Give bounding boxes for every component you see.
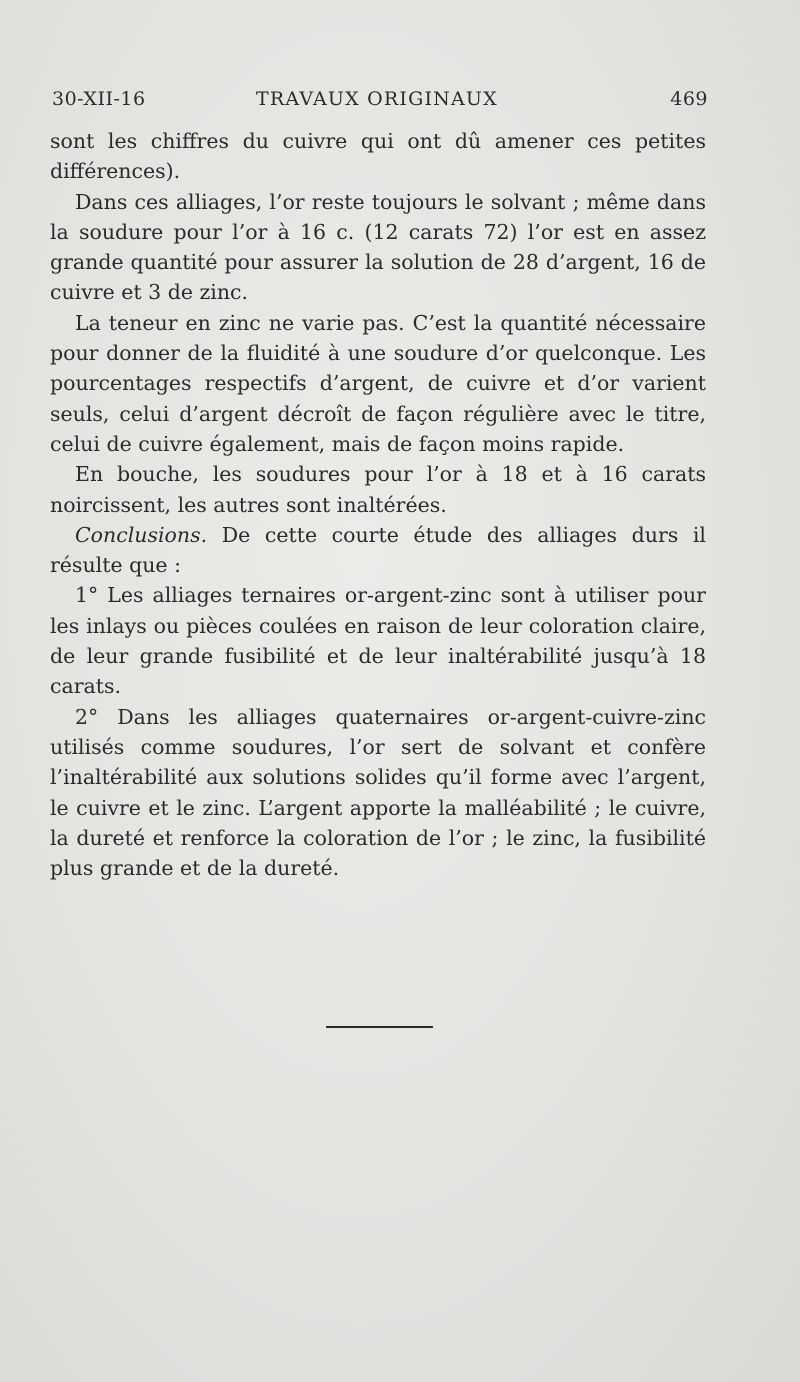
end-rule	[326, 1026, 433, 1028]
issue-date: 30-XII-16	[52, 88, 146, 110]
running-head	[52, 88, 708, 116]
paragraph-zinc-content: La teneur en zinc ne varie pas. C’est la quantité nécessaire pour donner de la fluidité à une soudure d’or quelconque. Les pourcentages respectifs d’argent, de cuivre et d’or varient seuls, celui d’argent décroît de façon régulière avec le titre, celui de cuivre également, mais de façon moins rapide.	[50, 310, 706, 456]
section-title-text: TRAVAUX ORIGINAUX	[256, 88, 498, 110]
section-title	[252, 88, 552, 110]
paragraph-conclusions	[50, 520, 706, 581]
conclusions-text: De cette courte étude des alliages durs il résulte que :	[50, 522, 706, 578]
paragraph-continuation: sont les chiffres du cuivre qui ont dû amener ces petites différences).	[50, 129, 706, 184]
page-number: 469	[670, 88, 708, 110]
article-body	[50, 126, 706, 883]
paragraph-conclusion-1: 1° Les alliages ternaires or-argent-zinc sont à utiliser pour les inlays ou pièces coulées en raison de leur coloration claire, de leur grande fusibilité et de leur inaltérabilité jusqu’à 18 carats.	[50, 583, 706, 699]
conclusions-heading: Conclusions.	[75, 522, 208, 547]
paragraph-solvent: Dans ces alliages, l’or reste toujours le solvant ; même dans la soudure pour l’or à 16 c. (12 carats 72) l’or est en assez grande quantité pour assurer la solution de 28 d’argent, 16 de cuivre et 3 de zinc.	[50, 189, 706, 305]
paragraph-conclusion-2: 2° Dans les alliages quaternaires or-argent-cuivre-zinc utilisés comme soudures, l’or sert de solvant et confère l’inaltérabilité aux solutions solides qu’il forme avec l’argent, le cuivre et le zinc. L’argent apporte la malléabilité ; le cuivre, la dureté et renforce la coloration de l’or ; le zinc, la fusibilité plus grande et de la dureté.	[50, 704, 706, 881]
paragraph-mouth: En bouche, les soudures pour l’or à 18 et à 16 carats noircissent, les autres sont inaltérées.	[50, 462, 706, 517]
